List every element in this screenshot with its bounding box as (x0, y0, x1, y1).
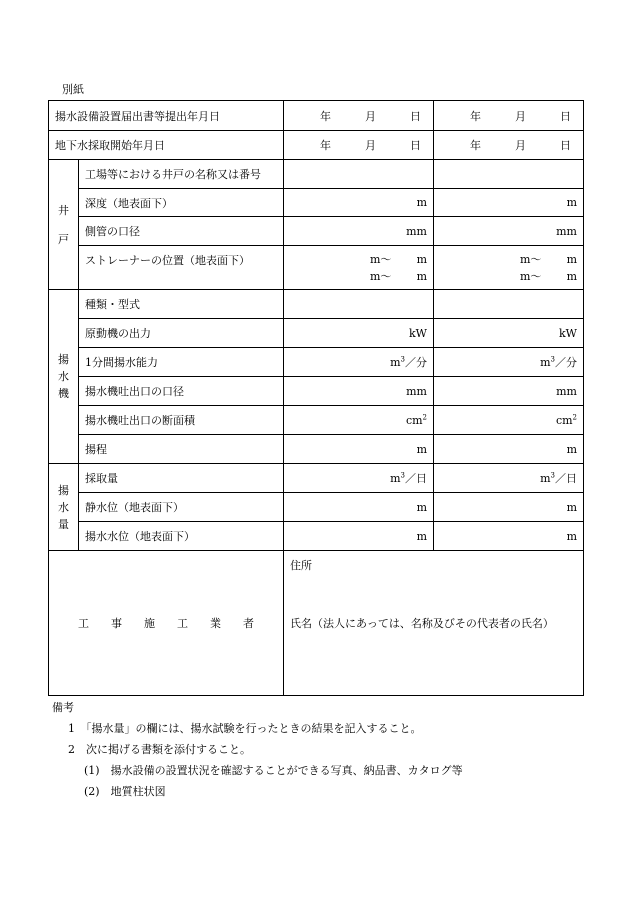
intake-label: 採取量 (79, 464, 284, 493)
year-char: 年 (320, 109, 331, 123)
type-model-col2[interactable] (434, 290, 584, 319)
row-well-name (49, 160, 584, 189)
motor-output-col1[interactable]: kW (284, 319, 434, 348)
row-notification-date (49, 101, 584, 131)
name-label: 氏名（法人にあっては、名称及びその代表者の氏名） (290, 617, 554, 630)
strainer-position-col1[interactable]: m～ m m～ m (284, 246, 434, 290)
group-pump: 揚 水 機 (49, 290, 79, 464)
row-strainer-position (49, 246, 584, 290)
outlet-diameter-col2[interactable]: mm (434, 377, 584, 406)
group-volume: 揚 水 量 (49, 464, 79, 551)
notification-date-label: 揚水設備設置届出書等提出年月日 (49, 101, 284, 131)
row-motor-output (49, 319, 584, 348)
outlet-diameter-label: 揚水機吐出口の口径 (79, 377, 284, 406)
casing-diameter-col2[interactable]: mm (434, 217, 584, 246)
outlet-area-col1[interactable]: $cm^2$ (284, 406, 434, 435)
note-2: 2 次に掲げる書類を添付すること。 (68, 743, 251, 756)
row-static-level (49, 493, 584, 522)
static-level-col1[interactable]: m (284, 493, 434, 522)
strainer-position-col2[interactable]: m～ m m～ m (434, 246, 584, 290)
well-name-col2[interactable] (434, 160, 584, 189)
row-type-model (49, 290, 584, 319)
well-name-col1[interactable] (284, 160, 434, 189)
row-pumping-level (49, 522, 584, 551)
year-char: 年 (470, 139, 481, 152)
notification-date-col2[interactable] (434, 101, 584, 131)
address-label: 住所 (290, 559, 312, 572)
capacity-label: 1分間揚水能力 (79, 348, 284, 377)
group-well: 井 戸 (49, 160, 79, 290)
start-date-col2[interactable] (434, 131, 584, 160)
pumping-level-col2[interactable]: m (434, 522, 584, 551)
notes-title: 備考 (52, 701, 74, 714)
month-char: 月 (365, 139, 376, 152)
depth-col1[interactable]: m (284, 189, 434, 217)
note-2-2: (2) 地質柱状図 (84, 785, 166, 798)
row-outlet-diameter (49, 377, 584, 406)
capacity-col1[interactable]: $m^3/$分 (284, 348, 434, 377)
outlet-diameter-col1[interactable]: mm (284, 377, 434, 406)
contractor-info-field[interactable] (284, 551, 584, 696)
note-2-1: (1) 揚水設備の設置状況を確認することができる写真、納品書、カタログ等 (84, 764, 463, 777)
well-name-label: 工場等における井戸の名称又は番号 (79, 160, 284, 189)
strainer-position-label: ストレーナーの位置（地表面下） (79, 246, 284, 290)
notification-date-col1[interactable] (284, 101, 434, 131)
row-capacity (49, 348, 584, 377)
pumping-level-label: 揚水水位（地表面下） (79, 522, 284, 551)
type-model-col1[interactable] (284, 290, 434, 319)
row-intake (49, 464, 584, 493)
year-char: 年 (320, 139, 331, 152)
casing-diameter-col1[interactable]: mm (284, 217, 434, 246)
attachment-label: 別紙 (62, 83, 84, 96)
row-start-date (49, 131, 584, 160)
year-char: 年 (470, 109, 481, 123)
day-char: 日 (410, 109, 421, 123)
month-char: 月 (515, 139, 526, 152)
month-char: 月 (515, 109, 526, 123)
static-level-label: 静水位（地表面下） (79, 493, 284, 522)
contractor-label: 工 事 施 工 業 者 (49, 551, 284, 696)
notes-section (52, 697, 463, 802)
outlet-area-label: 揚水機吐出口の断面積 (79, 406, 284, 435)
capacity-col2[interactable]: $m^3/$分 (434, 348, 584, 377)
intake-col1[interactable]: $m^3/$日 (284, 464, 434, 493)
head-label: 揚程 (79, 435, 284, 464)
day-char: 日 (560, 109, 571, 123)
head-col2[interactable]: m (434, 435, 584, 464)
depth-col2[interactable]: m (434, 189, 584, 217)
type-model-label: 種類・型式 (79, 290, 284, 319)
row-outlet-area (49, 406, 584, 435)
row-head (49, 435, 584, 464)
month-char: 月 (365, 109, 376, 123)
motor-output-label: 原動機の出力 (79, 319, 284, 348)
row-contractor (49, 551, 584, 696)
head-col1[interactable]: m (284, 435, 434, 464)
intake-col2[interactable]: $m^3/$日 (434, 464, 584, 493)
casing-diameter-label: 側管の口径 (79, 217, 284, 246)
start-date-label: 地下水採取開始年月日 (49, 131, 284, 160)
row-depth (49, 189, 584, 217)
outlet-area-col2[interactable]: $cm^2$ (434, 406, 584, 435)
day-char: 日 (560, 139, 571, 152)
motor-output-col2[interactable]: kW (434, 319, 584, 348)
static-level-col2[interactable]: m (434, 493, 584, 522)
day-char: 日 (410, 139, 421, 152)
depth-label: 深度（地表面下） (79, 189, 284, 217)
row-casing-diameter (49, 217, 584, 246)
well-report-table (48, 100, 584, 696)
note-1: 1 「揚水量」の欄には、揚水試験を行ったときの結果を記入すること。 (68, 722, 422, 735)
start-date-col1[interactable] (284, 131, 434, 160)
pumping-level-col1[interactable]: m (284, 522, 434, 551)
